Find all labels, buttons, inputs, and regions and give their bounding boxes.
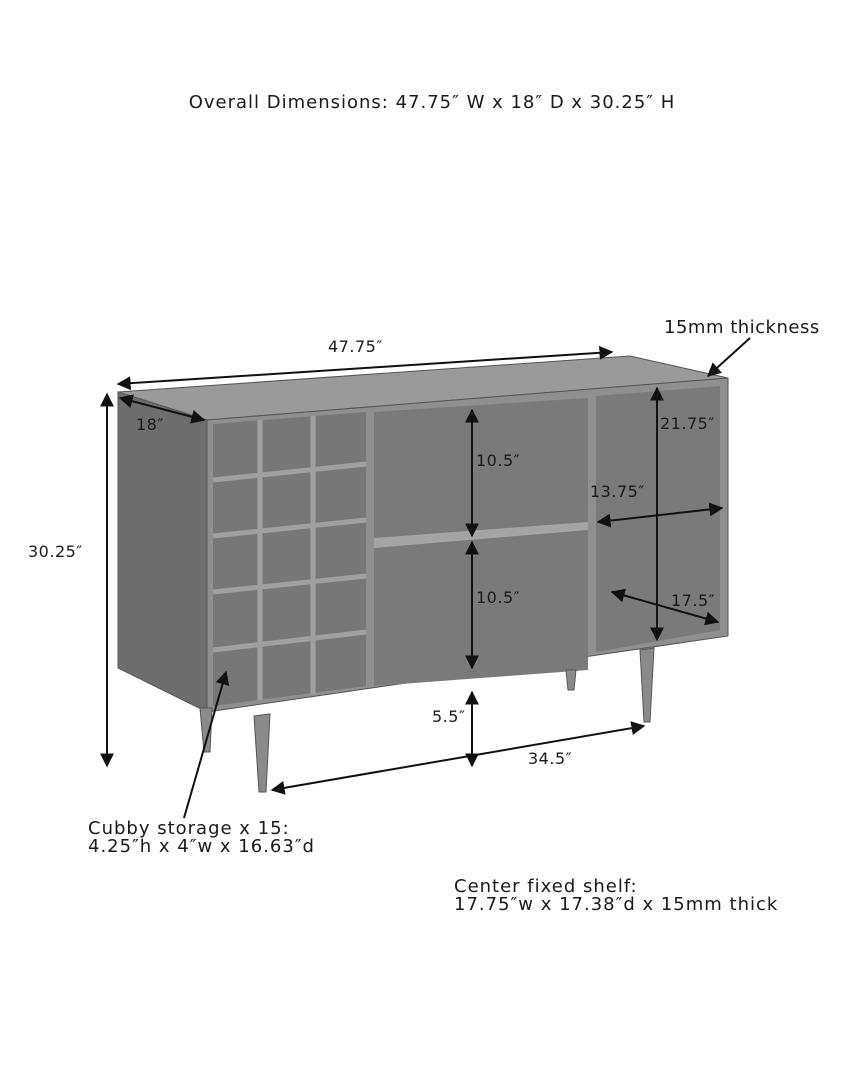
clearance-label: 5.5″ — [432, 707, 466, 726]
leg-front-left — [254, 714, 270, 792]
leg-span-line — [272, 726, 644, 790]
leg-front-right — [640, 648, 654, 722]
shelf-note-line1: Center fixed shelf: — [454, 876, 638, 897]
cubby-note-line2: 4.25″h x 4″w x 16.63″d — [88, 836, 315, 857]
lower-shelf-label: 10.5″ — [476, 588, 521, 607]
leg-back-right — [566, 670, 576, 690]
cabinet-side — [118, 392, 207, 712]
shelf-note — [454, 878, 778, 914]
right-depth-label: 17.5″ — [671, 591, 716, 610]
shelf-note-line2: 17.75″w x 17.38″d x 15mm thick — [454, 894, 779, 915]
thickness-label: 15mm thickness — [664, 317, 820, 338]
cubby-note — [88, 820, 315, 856]
upper-shelf-label: 10.5″ — [476, 451, 521, 470]
thickness-leader — [708, 338, 750, 376]
cubby-note-line1: Cubby storage x 15: — [88, 818, 290, 839]
leg-span-label: 34.5″ — [528, 749, 573, 768]
overall-dimensions-title: Overall Dimensions: 47.75″ W x 18″ D x 30.25″ H — [188, 92, 676, 113]
right-height-label: 21.75″ — [660, 414, 715, 433]
right-width-label: 13.75″ — [590, 482, 645, 501]
cubby-section — [213, 412, 366, 706]
width-label: 47.75″ — [328, 337, 383, 356]
depth-label: 18″ — [136, 415, 164, 434]
height-label: 30.25″ — [28, 542, 83, 561]
